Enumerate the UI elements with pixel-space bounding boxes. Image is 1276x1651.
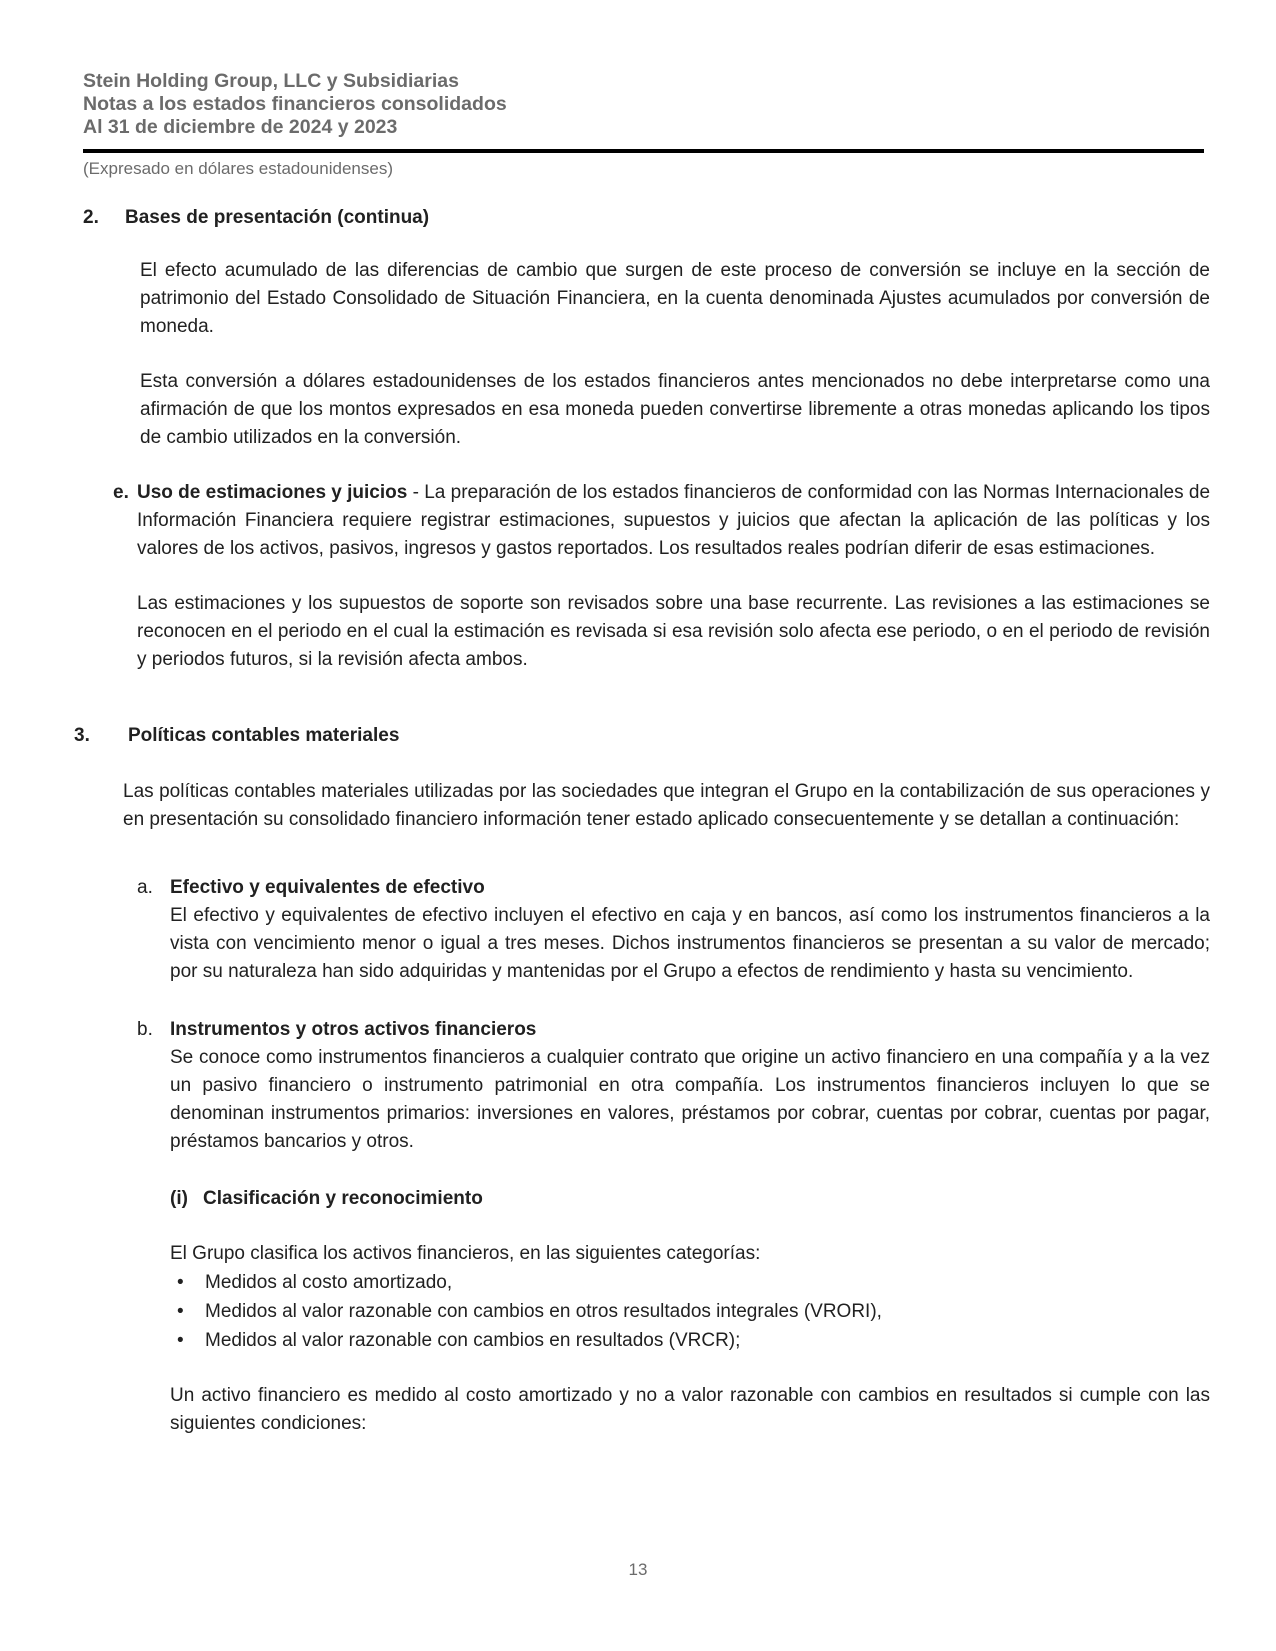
bullet-icon: •	[177, 1272, 184, 1293]
bullet-text: Medidos al valor razonable con cambios en resultados (VRCR);	[205, 1330, 741, 1351]
section-2-paragraph-1: El efecto acumulado de las diferencias de cambio que surgen de este proceso de conversión se incluye en la sección de patrimonio del Estado Consolidado de Situación Financiera, en la cuenta denominada Ajustes acumulados por conversión de moneda.	[140, 260, 1210, 337]
item-e-body: - La preparación de los estados financieros de conformidad con las Normas Internacionales de Información Financiera requiere registrar estimaciones, supuestos y juicios que afectan la aplicación de las políticas y los valores de los activos, pasivos, ingresos y gastos reportados. Los resultados reales podrían diferir de esas estimaciones.	[137, 482, 1211, 559]
section-3-number: 3.	[74, 725, 90, 746]
classification-closing: Un activo financiero es medido al costo amortizado y no a valor razonable con cambios en resultados si cumple con las siguientes condiciones:	[170, 1385, 1210, 1434]
document-header	[83, 70, 1210, 139]
section-3-heading	[74, 724, 1210, 748]
item-e	[113, 479, 1210, 563]
item-e-paragraph	[137, 479, 1210, 563]
section-3-intro: Las políticas contables materiales utilizadas por las sociedades que integran el Grupo en la contabilización de sus operaciones y en presentación su consolidado financiero información tener estado aplicado consecuentemente y se detallan a continuación:	[123, 781, 1210, 830]
company-name: Stein Holding Group, LLC y Subsidiarias	[83, 70, 459, 92]
bullet-icon: •	[177, 1330, 184, 1351]
item-b-body: Se conoce como instrumentos financieros a cualquier contrato que origine un activo financiero en una compañía y a la vez un pasivo financiero o instrumento patrimonial en otra compañía. Los instrumentos financieros incluyen lo que se denominan instrumentos primarios: inversiones en valores, préstamos por cobrar, cuentas por cobrar, cuentas por pagar, préstamos bancarios y otros.	[170, 1047, 1210, 1152]
bullet-icon: •	[177, 1301, 184, 1322]
list-item	[177, 1297, 1210, 1326]
item-a-body: El efectivo y equivalentes de efectivo incluyen el efectivo en caja y en bancos, así como los instrumentos financieros a la vista con vencimiento menor o igual a tres meses. Dichos instrumentos financieros se presentan a su valor de mercado; por su naturaleza han sido adquiridas y mantenidas por el Grupo a efectos de rendimiento y hasta su vencimiento.	[170, 905, 1210, 982]
section-2-number: 2.	[83, 207, 99, 228]
subsection-i-title: Clasificación y reconocimiento	[203, 1188, 483, 1209]
section-2-paragraph-2: Esta conversión a dólares estadounidenses de los estados financieros antes mencionados no debe interpretarse como una afirmación de que los montos expresados en esa moneda pueden convertirse libremente a otras monedas aplicando los tipos de cambio utilizados en la conversión.	[140, 371, 1210, 448]
item-a-marker: a.	[137, 877, 153, 898]
item-b-content	[170, 1016, 1210, 1438]
header-divider	[83, 149, 1204, 153]
item-e-paragraph-2: Las estimaciones y los supuestos de soporte son revisados sobre una base recurrente. Las revisiones a las estimaciones se reconocen en el periodo en el cual la estimación es revisada si esa revisión solo afecta ese periodo, o en el periodo de revisión y periodos futuros, si la revisión afecta ambos.	[137, 593, 1210, 670]
item-a-title: Efectivo y equivalentes de efectivo	[170, 877, 485, 898]
classification-bullet-list	[170, 1268, 1210, 1355]
item-e-title: Uso de estimaciones y juicios	[137, 482, 408, 503]
item-a-content	[170, 874, 1210, 986]
subsection-i-marker: (i)	[170, 1188, 188, 1209]
bullet-text: Medidos al costo amortizado,	[205, 1272, 453, 1293]
item-e-marker: e.	[113, 482, 129, 503]
subsection-i-heading	[170, 1185, 1210, 1213]
item-b	[137, 1016, 1210, 1438]
section-2-heading	[83, 206, 1210, 230]
item-a	[137, 874, 1210, 986]
item-b-marker: b.	[137, 1019, 153, 1040]
page-number: 13	[628, 1560, 648, 1579]
item-b-title: Instrumentos y otros activos financieros	[170, 1019, 537, 1040]
list-item	[177, 1326, 1210, 1355]
section-2-title: Bases de presentación (continua)	[125, 207, 430, 228]
document-title: Notas a los estados financieros consolidados	[83, 93, 507, 115]
report-date-line: Al 31 de diciembre de 2024 y 2023	[83, 116, 398, 138]
section-3-title: Políticas contables materiales	[128, 725, 400, 746]
classification-lead: El Grupo clasifica los activos financieros, en las siguientes categorías:	[170, 1243, 761, 1264]
bullet-text: Medidos al valor razonable con cambios en otros resultados integrales (VRORI),	[205, 1301, 882, 1322]
list-item	[177, 1268, 1210, 1297]
currency-note: (Expresado en dólares estadounidenses)	[83, 159, 393, 178]
